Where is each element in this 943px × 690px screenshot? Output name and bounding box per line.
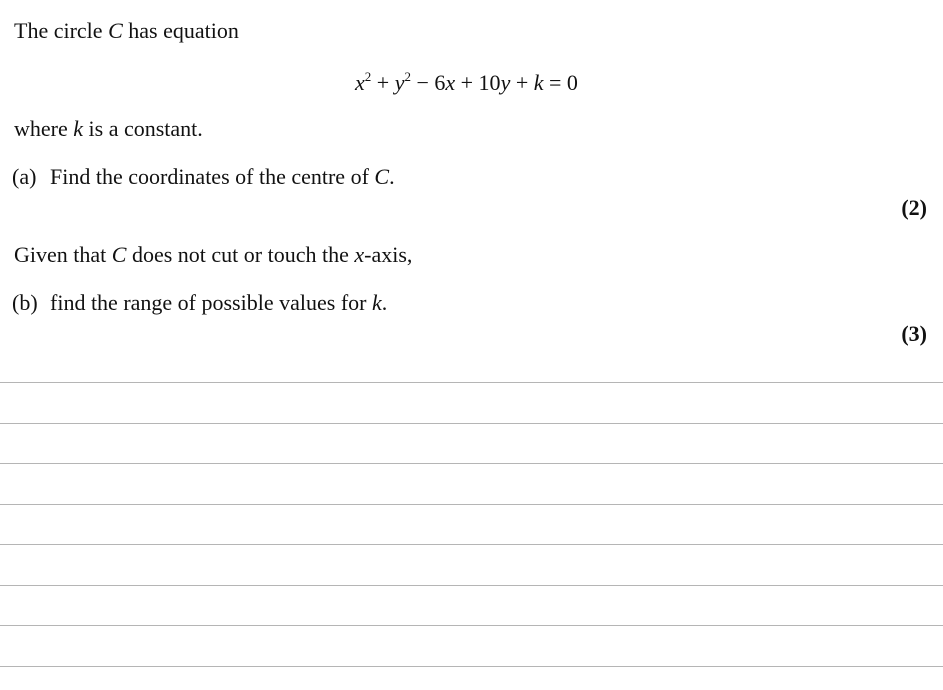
eq-x: x — [355, 70, 365, 95]
variable-c: C — [108, 18, 123, 43]
part-b-label: (b) — [12, 290, 38, 315]
variable-c: C — [374, 164, 390, 189]
part-a — [12, 166, 395, 188]
intro-text: The circle — [14, 18, 109, 43]
given-text-mid: does not cut or touch the — [126, 242, 355, 267]
part-b-text-end: . — [381, 290, 388, 315]
eq-term: + 10 — [455, 70, 501, 95]
part-b — [12, 292, 387, 314]
where-line — [14, 118, 203, 140]
part-b-marks: (3) — [901, 321, 927, 346]
answer-line[interactable] — [0, 504, 943, 505]
part-a-label: (a) — [12, 164, 37, 189]
given-line — [14, 244, 412, 266]
answer-line[interactable] — [0, 625, 943, 626]
eq-exponent: 2 — [364, 69, 372, 84]
where-text-end: is a constant. — [83, 116, 203, 141]
eq-term: − 6 — [410, 70, 446, 95]
eq-plus: + — [510, 70, 534, 95]
eq-x: x — [445, 70, 456, 95]
part-a-marks: (2) — [901, 195, 927, 220]
eq-plus: + — [371, 70, 395, 95]
intro-text-end: has equation — [122, 18, 239, 43]
eq-y: y — [394, 70, 405, 95]
answer-line[interactable] — [0, 544, 943, 545]
answer-line[interactable] — [0, 423, 943, 424]
variable-k: k — [73, 116, 84, 141]
answer-line[interactable] — [0, 463, 943, 464]
intro-line — [14, 20, 239, 42]
answer-line[interactable] — [0, 585, 943, 586]
given-text-end: -axis, — [364, 242, 413, 267]
given-text: Given that — [14, 242, 112, 267]
eq-equals-zero: = 0 — [543, 70, 578, 95]
answer-line[interactable] — [0, 382, 943, 383]
variable-k: k — [371, 290, 382, 315]
variable-c: C — [111, 242, 127, 267]
answer-line[interactable] — [0, 666, 943, 667]
circle-equation — [355, 69, 578, 95]
eq-exponent: 2 — [404, 69, 411, 84]
part-a-text: Find the coordinates of the centre of — [50, 164, 375, 189]
variable-x: x — [354, 242, 365, 267]
part-b-text: find the range of possible values for — [50, 290, 372, 315]
eq-k: k — [533, 70, 544, 95]
eq-y: y — [500, 70, 511, 95]
where-text: where — [14, 116, 74, 141]
part-a-text-end: . — [389, 164, 395, 189]
